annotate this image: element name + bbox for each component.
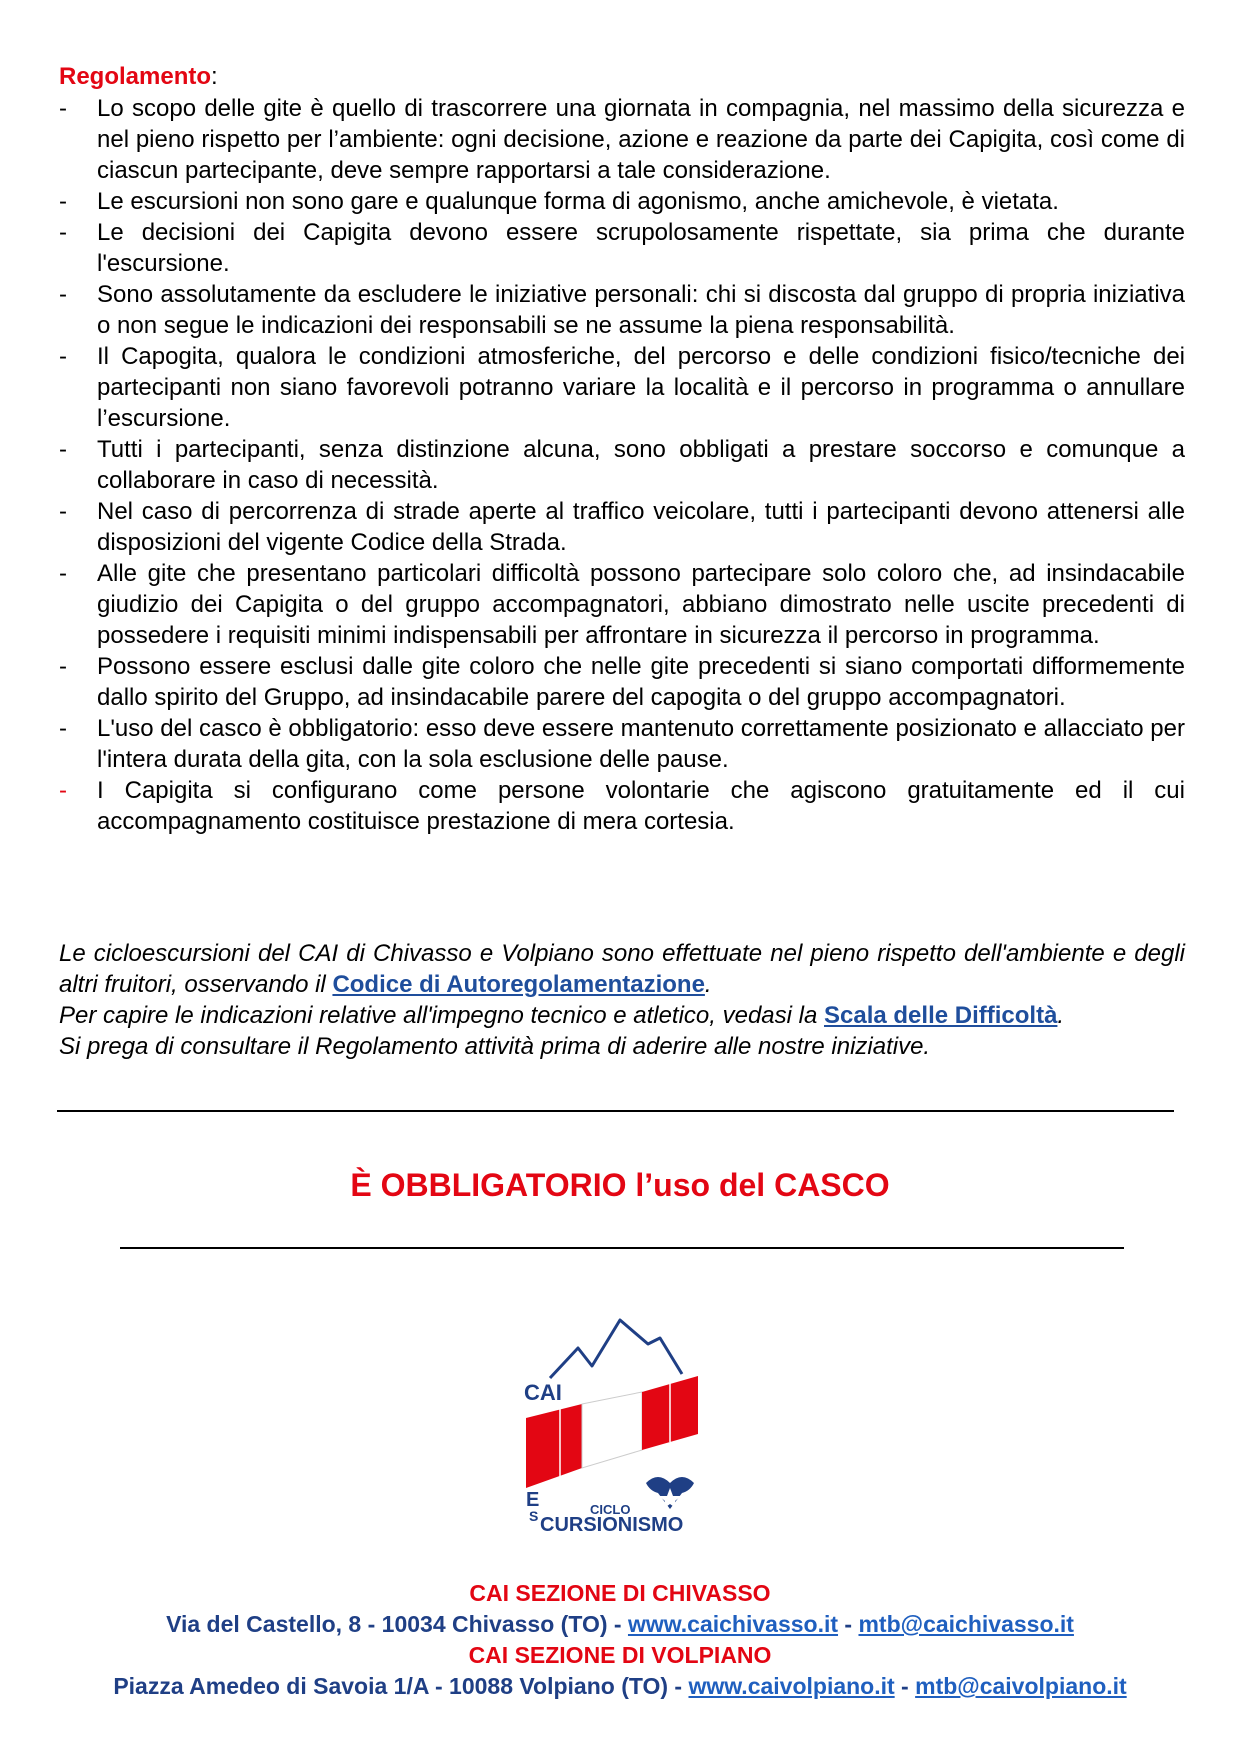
volpiano-contact-line [0, 1671, 1240, 1702]
chivasso-address: Via del Castello, 8 - 10034 Chivasso (TO) - [166, 1611, 628, 1637]
info-note [59, 938, 1185, 1062]
divider-top [57, 1110, 1174, 1112]
rule-dash: - [59, 653, 67, 680]
rule-text: Lo scopo delle gite è quello di trascorrere una giornata in compagnia, nel massimo della sicurezza e nel pieno rispetto per l’ambiente: ogni decisione, azione e reazione da parte dei Capigita, così come di ciascun partecipante, deve sempre rapportarsi a tale considerazione. [97, 95, 1185, 184]
note-paragraph [59, 938, 1185, 1000]
logo-ciclo-text: CICLO [590, 1502, 631, 1517]
chivasso-section-title: CAI SEZIONE DI CHIVASSO [469, 1580, 771, 1606]
rule-text: I Capigita si configurano come persone volontarie che agiscono gratuitamente ed il cui accompagnamento costituisce prestazione di mera cortesia. [97, 777, 1185, 835]
rule-item [59, 775, 1185, 837]
volpiano-address: Piazza Amedeo di Savoia 1/A - 10088 Volpiano (TO) - [113, 1673, 689, 1699]
scala-difficolta-link[interactable]: Scala delle Difficoltà [824, 1002, 1058, 1029]
rule-item [59, 341, 1185, 434]
rule-dash: - [59, 219, 67, 246]
cai-emblem-icon [646, 1477, 694, 1509]
footer-contacts [0, 1578, 1240, 1702]
note-paragraph [59, 1000, 1185, 1031]
divider-bottom [120, 1247, 1124, 1249]
note-text: Per capire le indicazioni relative all'impegno tecnico e atletico, vedasi la [59, 1002, 824, 1029]
note-text: Si prega di consultare il Regolamento attività prima di aderire alle nostre iniziative. [59, 1033, 931, 1060]
note-text: Le cicloescursioni del CAI di Chivasso e Volpiano sono effettuate nel pieno rispetto dell'ambiente e degli altri fruitori, osservando il [59, 940, 1185, 998]
rule-item [59, 558, 1185, 651]
separator: - [838, 1611, 859, 1637]
rule-item [59, 713, 1185, 775]
note-period: . [704, 971, 712, 998]
rule-dash: - [59, 95, 67, 122]
rule-text: Le decisioni dei Capigita devono essere scrupolosamente rispettate, sia prima che durante l'escursione. [97, 219, 1185, 277]
codice-autoregolamentazione-link[interactable]: Codice di Autoregolamentazione [332, 971, 705, 998]
rule-text: Sono assolutamente da escludere le iniziative personali: chi si discosta dal gruppo di propria iniziativa o non segue le indicazioni dei responsabili se ne assume la piena responsabilità. [97, 281, 1185, 339]
rules-list [59, 93, 1185, 837]
separator: - [894, 1673, 916, 1699]
rule-text: L'uso del casco è obbligatorio: esso deve essere mantenuto correttamente posizionato e allacciato per l'intera durata della gita, con la sola esclusione delle pause. [97, 715, 1185, 773]
rule-item [59, 279, 1185, 341]
note-period: . [1057, 1002, 1065, 1029]
rule-item [59, 186, 1185, 217]
mountain-outline-icon [550, 1320, 682, 1378]
logo-s-text: S [529, 1508, 539, 1524]
chivasso-email-link[interactable]: mtb@caichivasso.it [858, 1611, 1074, 1637]
logo-e-text: E [526, 1489, 540, 1511]
volpiano-section-title: CAI SEZIONE DI VOLPIANO [468, 1642, 772, 1668]
volpiano-email-link[interactable]: mtb@caivolpiano.it [915, 1673, 1127, 1699]
rule-text: Le escursioni non sono gare e qualunque forma di agonismo, anche amichevole, è vietata. [97, 188, 1059, 215]
chivasso-contact-line [0, 1609, 1240, 1640]
rule-text: Il Capogita, qualora le condizioni atmosferiche, del percorso e delle condizioni fisico/tecniche dei partecipanti non siano favorevoli potranno variare la località e il percorso in programma o annullare l’escursione. [97, 343, 1185, 432]
rule-item [59, 496, 1185, 558]
chivasso-website-link[interactable]: www.caichivasso.it [627, 1611, 839, 1637]
logo-cursionismo-text: CURSIONISMO [540, 1514, 684, 1533]
rules-heading-colon: : [211, 63, 218, 90]
rule-dash: - [59, 715, 67, 742]
rule-dash: - [59, 560, 67, 587]
flag-red-left [526, 1404, 582, 1488]
rule-text: Alle gite che presentano particolari difficoltà possono partecipare solo coloro che, ad insindacabile giudizio dei Capigita o del gruppo accompagnatori, abbiano dimostrato nelle uscite precedenti di possedere i requisiti minimi indispensabili per affrontare in sicurezza il percorso in programma. [97, 560, 1185, 649]
rule-text: Nel caso di percorrenza di strade aperte al traffico veicolare, tutti i partecipanti devono attenersi alle disposizioni del vigente Codice della Strada. [97, 498, 1185, 556]
note-paragraph [59, 1031, 1185, 1062]
rule-dash: - [59, 436, 67, 463]
flag-white-center [582, 1392, 642, 1468]
helmet-warning: È OBBLIGATORIO l’uso del CASCO [350, 1167, 890, 1203]
volpiano-website-link[interactable]: www.caivolpiano.it [688, 1673, 895, 1699]
rule-item [59, 217, 1185, 279]
rules-heading-label: Regolamento [59, 63, 212, 90]
rule-text: Possono essere esclusi dalle gite coloro che nelle gite precedenti si siano comportati difformemente dallo spirito del Gruppo, ad insindacabile parere del capogita o del gruppo accompagnatori. [97, 653, 1185, 711]
rule-dash: - [59, 777, 67, 804]
rule-dash: - [59, 281, 67, 308]
rule-dash: - [59, 498, 67, 525]
rule-text: Tutti i partecipanti, senza distinzione alcuna, sono obbligati a prestare soccorso e comunque a collaborare in caso di necessità. [97, 436, 1185, 494]
rule-item [59, 434, 1185, 496]
logo-cai-text: CAI [524, 1380, 562, 1405]
rule-item [59, 93, 1185, 186]
rule-dash: - [59, 188, 67, 215]
rule-dash: - [59, 343, 67, 370]
rule-item [59, 651, 1185, 713]
rules-heading [59, 62, 218, 92]
cai-cicloescursionismo-logo [520, 1318, 720, 1533]
